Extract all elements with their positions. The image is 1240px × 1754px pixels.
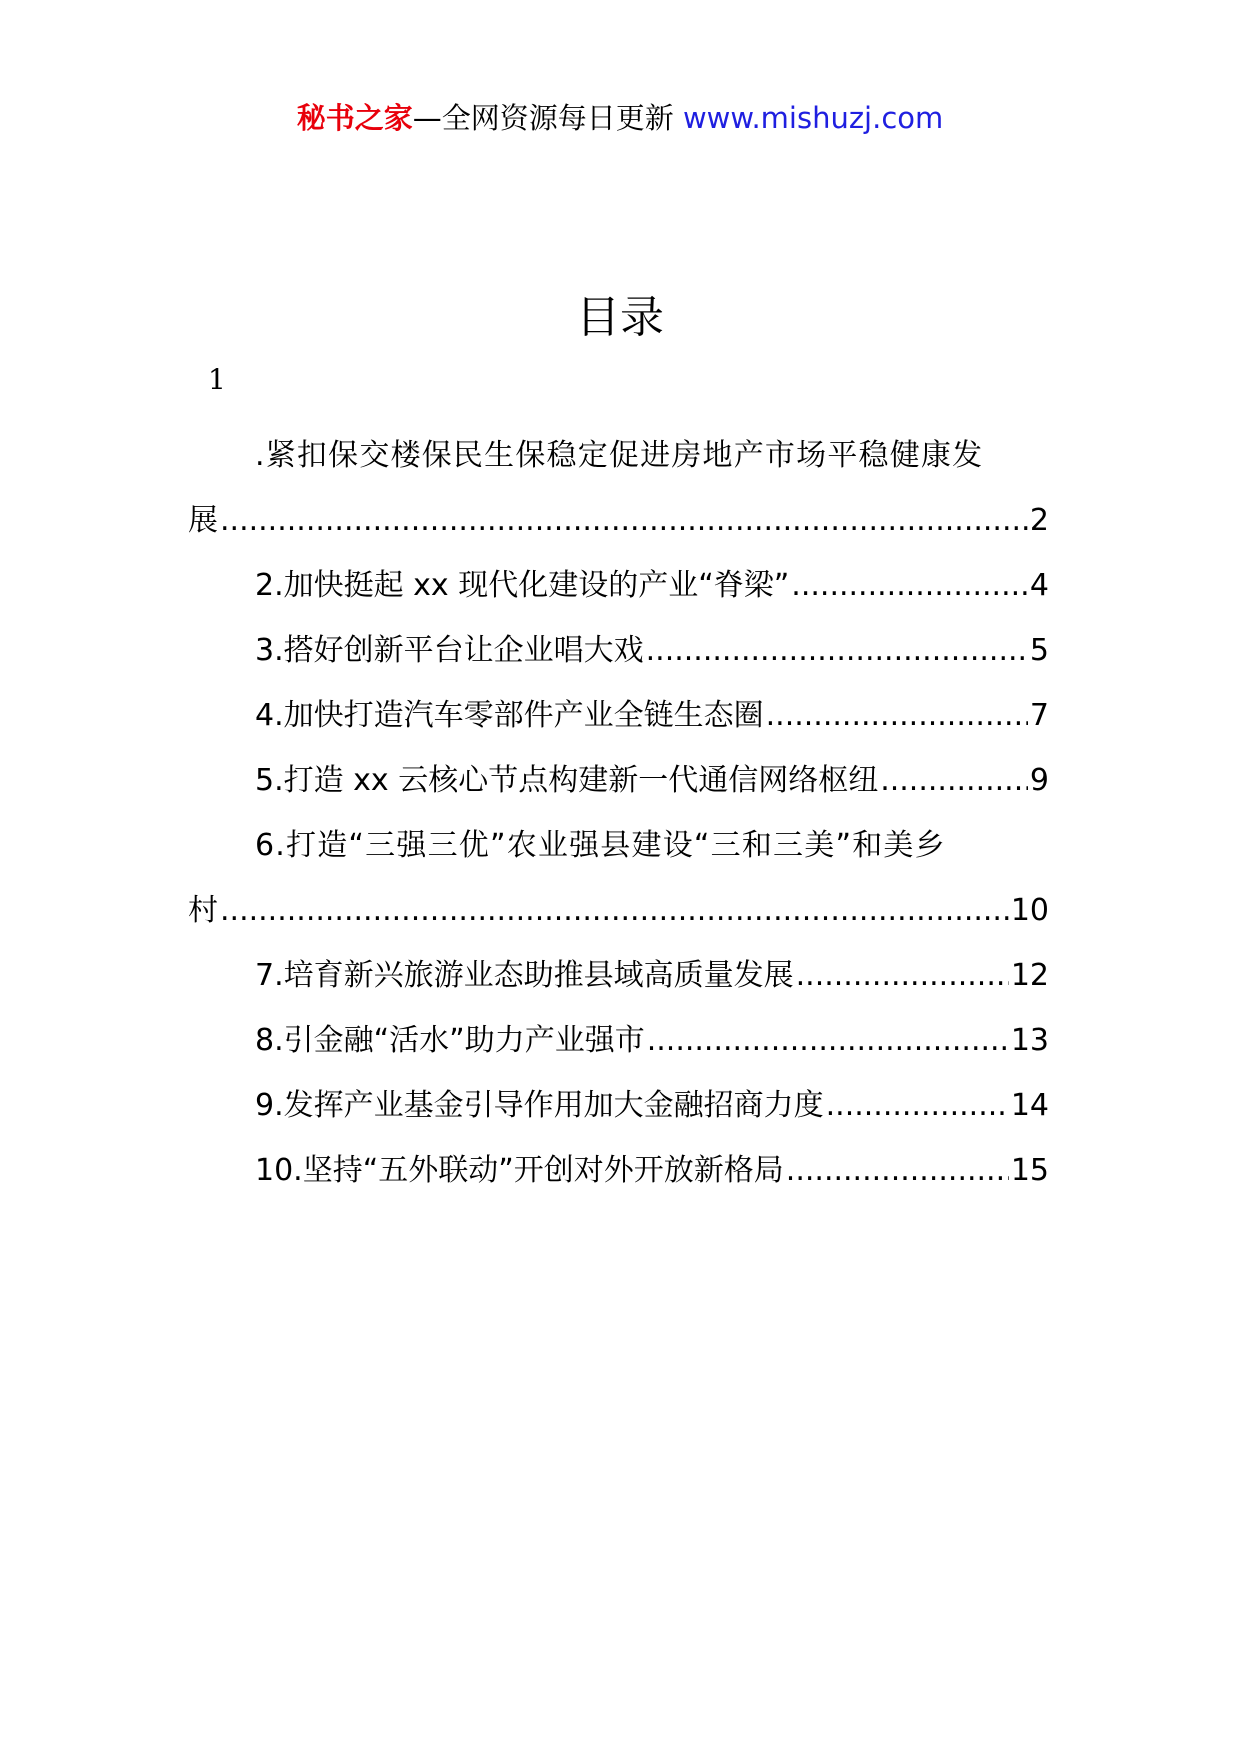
toc-entry-title: 3.搭好创新平台让企业唱大戏	[255, 633, 644, 668]
header-tagline: —全网资源每日更新	[412, 101, 674, 135]
toc-entry-title: .紧扣保交楼保民生保稳定促进房地产市场平稳健康发	[255, 438, 984, 473]
list-number: 1	[208, 363, 226, 396]
toc-entry-title: 7.培育新兴旅游业态助推县域高质量发展	[255, 958, 794, 993]
toc-entry-2[interactable]	[188, 553, 1049, 618]
toc-entry-title: 5.打造 xx 云核心节点构建新一代通信网络枢纽	[255, 763, 879, 798]
site-url-link[interactable]: www.mishuzj.com	[682, 101, 944, 135]
dot-leader	[796, 943, 1009, 1008]
dot-leader	[220, 488, 1028, 553]
toc-page-number: 5	[1029, 633, 1049, 668]
toc-entry-3[interactable]	[188, 618, 1049, 683]
toc-entry-5[interactable]	[188, 748, 1049, 813]
toc-entry-9[interactable]	[188, 1073, 1049, 1138]
toc-entry-title: 6.打造“三强三优”农业强县建设“三和三美”和美乡	[255, 828, 946, 863]
table-of-contents	[188, 423, 1049, 1203]
toc-page-number: 4	[1029, 568, 1049, 603]
toc-entry-10[interactable]	[188, 1138, 1049, 1203]
dot-leader	[220, 878, 1009, 943]
toc-entry-title: 4.加快打造汽车零部件产业全链生态圈	[255, 698, 764, 733]
toc-page-number: 2	[1029, 503, 1049, 538]
toc-page-number: 14	[1010, 1088, 1049, 1123]
toc-entry-title-cont: 村	[188, 893, 218, 928]
toc-entry-4[interactable]	[188, 683, 1049, 748]
toc-entry-title: 10.坚持“五外联动”开创对外开放新格局	[255, 1153, 784, 1188]
toc-page-number: 10	[1010, 893, 1049, 928]
toc-page-number: 7	[1029, 698, 1049, 733]
dot-leader	[786, 1138, 1009, 1203]
toc-page-number: 12	[1010, 958, 1049, 993]
toc-page-number: 13	[1010, 1023, 1049, 1058]
toc-entry-8[interactable]	[188, 1008, 1049, 1073]
page-title: 目录	[576, 292, 664, 343]
site-header	[0, 98, 1240, 138]
toc-page-number: 9	[1029, 763, 1049, 798]
dot-leader	[880, 748, 1028, 813]
dot-leader	[646, 618, 1028, 683]
dot-leader	[791, 553, 1028, 618]
toc-page-number: 15	[1010, 1153, 1049, 1188]
toc-entry-6[interactable]	[188, 813, 1049, 943]
toc-entry-1[interactable]	[188, 423, 1049, 553]
toc-entry-title-cont: 展	[188, 503, 218, 538]
toc-entry-title: 8.引金融“活水”助力产业强市	[255, 1023, 645, 1058]
dot-leader	[766, 683, 1028, 748]
brand-name: 秘书之家	[296, 101, 413, 135]
toc-entry-title: 2.加快挺起 xx 现代化建设的产业“脊梁”	[255, 568, 790, 603]
toc-entry-7[interactable]	[188, 943, 1049, 1008]
toc-entry-title: 9.发挥产业基金引导作用加大金融招商力度	[255, 1088, 824, 1123]
dot-leader	[826, 1073, 1009, 1138]
dot-leader	[647, 1008, 1009, 1073]
